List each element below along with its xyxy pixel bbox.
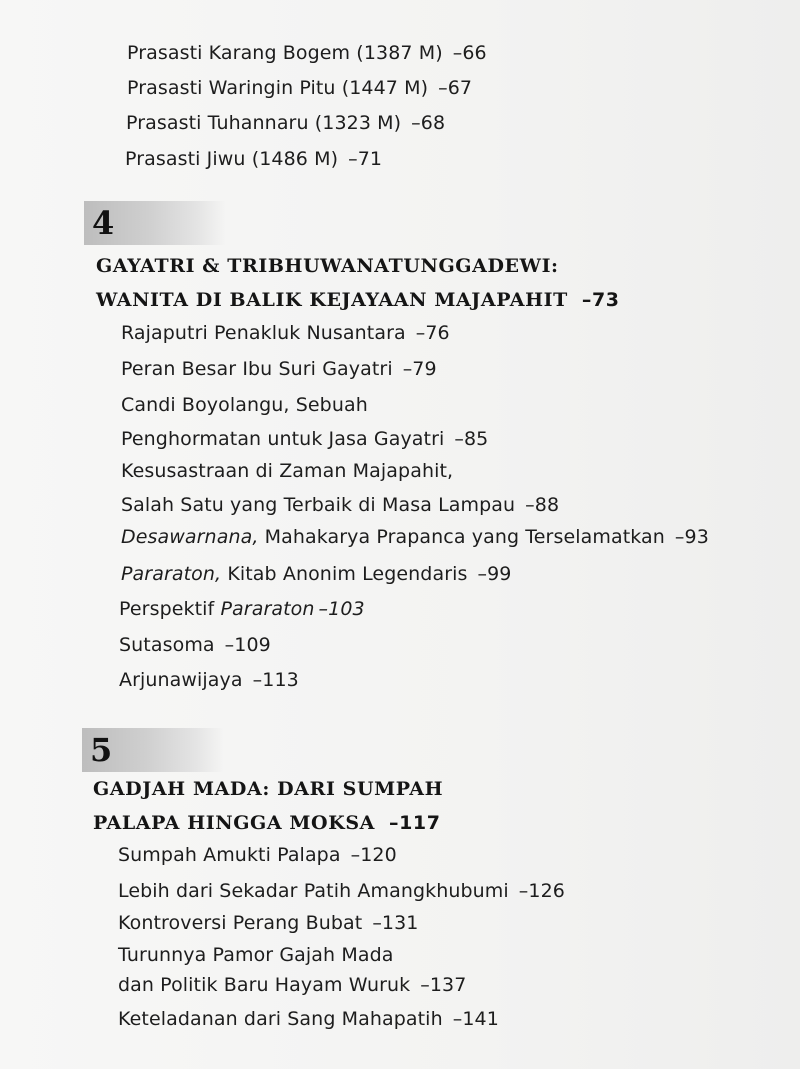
entry-page: –120 [350,844,397,866]
entry-page: –85 [454,428,489,450]
entry-title-line: Kesusastraan di Zaman Majapahit, [121,460,454,482]
chapter-page: –117 [388,812,441,834]
entry-page: –126 [518,880,565,902]
entry-page: –103 [318,598,365,620]
toc-entry [121,388,488,456]
entry-title-line: dan Politik Baru Hayam Wuruk [118,974,411,996]
entry-title: Keteladanan dari Sang Mahapatih [118,1008,443,1030]
chapter-title [96,249,620,317]
chapter-title-line: GAYATRI & TRIBHUWANATUNGGADEWI: [96,255,559,277]
entry-page: –109 [224,634,271,656]
toc-entry [119,628,271,662]
toc-entry [121,557,512,591]
entry-title: Prasasti Waringin Pitu (1447 M) [127,77,429,99]
entry-page: –68 [411,112,446,134]
entry-title-italic: Pararaton, [121,563,222,585]
entry-title-line: Candi Boyolangu, Sebuah [121,394,368,416]
entry-page: –67 [438,77,473,99]
entry-page: –137 [420,974,467,996]
entry-title: Peran Besar Ibu Suri Gayatri [121,358,393,380]
entry-title: Sumpah Amukti Palapa [118,844,341,866]
entry-title: Rajaputri Penakluk Nusantara [121,322,406,344]
entry-title: Perspektif [119,598,215,620]
entry-page: –93 [674,526,709,548]
chapter-number-box [82,728,224,772]
entry-title: Prasasti Karang Bogem (1387 M) [127,42,443,64]
entry-page: –141 [452,1008,499,1030]
entry-title: Arjunawijaya [119,669,243,691]
toc-entry [126,106,445,140]
chapter-page: –73 [581,289,620,311]
entry-title-line: Salah Satu yang Terbaik di Masa Lampau [121,494,516,516]
toc-entry [121,352,437,386]
entry-title: Prasasti Tuhannaru (1323 M) [126,112,402,134]
chapter-title-line: PALAPA HINGGA MOKSA [93,812,375,834]
entry-title-italic: Desawarnana, [121,526,259,548]
chapter-number-box [84,201,226,245]
entry-page: –131 [372,912,419,934]
chapter-number: 4 [92,204,115,242]
toc-entry [121,520,709,554]
toc-entry [127,71,472,105]
toc-entry [119,592,365,626]
entry-page: –76 [415,322,450,344]
entry-title: Mahakarya Prapanca yang Terselamatkan [264,526,665,548]
toc-entry [121,316,450,350]
toc-entry [118,938,466,1002]
entry-title: Sutasoma [119,634,215,656]
entry-page: –88 [525,494,560,516]
entry-title-line: Turunnya Pamor Gajah Mada [118,944,394,966]
entry-title-italic: Pararaton [220,598,315,620]
toc-entry [118,906,418,940]
chapter-title-line: GADJAH MADA: DARI SUMPAH [93,778,444,800]
toc-entry [119,663,299,697]
entry-page: –99 [477,563,512,585]
toc-entry [118,1002,499,1036]
toc-entry [121,454,559,522]
chapter-number: 5 [90,731,113,769]
toc-entry [125,142,382,176]
entry-title: Kontroversi Perang Bubat [118,912,363,934]
entry-page: –113 [252,669,299,691]
chapter-title [93,772,443,840]
entry-page: –71 [348,148,383,170]
entry-title-line: Penghormatan untuk Jasa Gayatri [121,428,445,450]
entry-page: –79 [402,358,437,380]
entry-page: –66 [452,42,487,64]
chapter-title-line: WANITA DI BALIK KEJAYAAN MAJAPAHIT [96,289,568,311]
toc-entry [118,838,397,872]
entry-title: Kitab Anonim Legendaris [227,563,468,585]
toc-entry [127,36,487,70]
toc-entry [118,874,565,908]
entry-title: Prasasti Jiwu (1486 M) [125,148,339,170]
entry-title: Lebih dari Sekadar Patih Amangkhubumi [118,880,509,902]
